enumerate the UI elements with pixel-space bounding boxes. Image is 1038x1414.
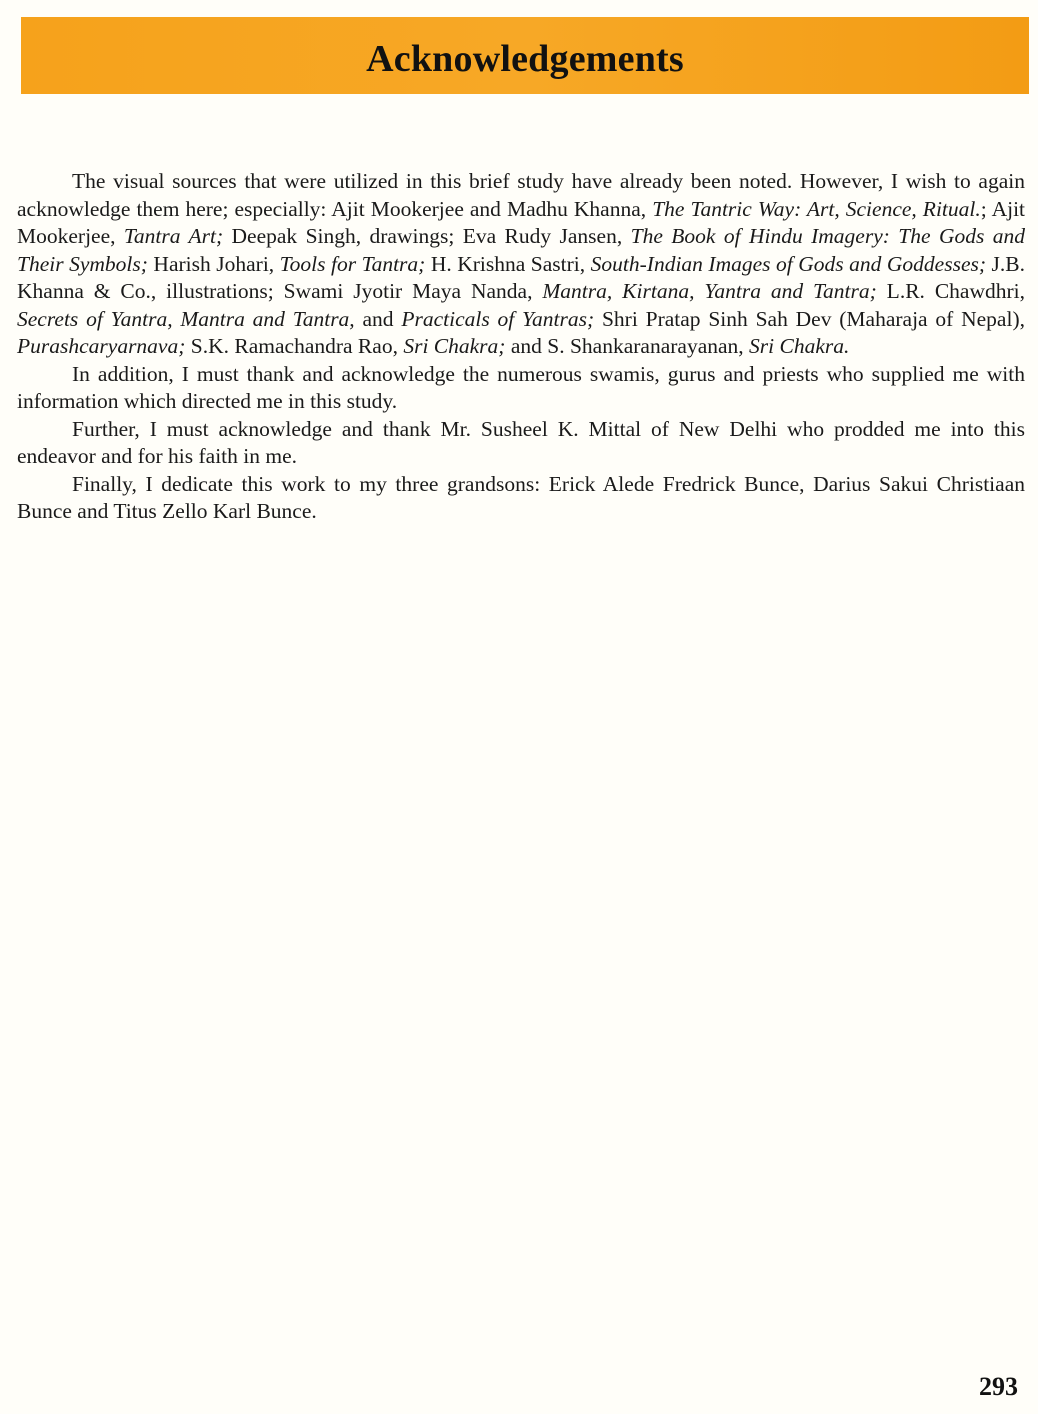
paragraph [17,416,1025,471]
text-segment: The visual sources that were utilized in this brief study have already been noted. However, I wish to again acknowledge them here; especially: Ajit Mookerjee and Madhu Khanna, [17,169,1025,221]
text-segment: Deepak Singh, drawings; Eva Rudy Jansen, [223,224,631,248]
text-segment: In addition, I must thank and acknowledge the numerous swamis, gurus and priests who supplied me with information which directed me in this study. [17,361,1025,413]
text-segment: and [354,306,402,331]
paragraph [17,361,1025,416]
text-segment: Further, I must acknowledge and thank Mr. Susheel K. Mittal of New Delhi who prodded me into this endeavor and for his faith in me. [17,416,1025,468]
italic-title-segment: Tools for Tantra; [279,251,426,276]
text-segment: Harish Johari, [147,251,280,276]
text-segment: Shri Pratap Sinh Sah Dev (Maharaja of Nepal), [594,306,1025,331]
italic-title-segment: The Tantric Way: Art, Science, Ritual. [652,196,981,221]
italic-title-segment: South-Indian Images of Gods and Goddesses; [590,251,987,276]
acknowledgements-body [17,168,1025,526]
italic-title-segment: Mantra, Kirtana, Yantra and Tantra; [542,279,877,303]
paragraph [17,168,1025,361]
italic-title-segment: Purashcaryarnava; [17,334,186,358]
text-segment: S.K. Ramachandra Rao, [185,334,404,358]
italic-title-segment: Sri Chakra. [749,334,850,358]
title-banner [21,17,1029,94]
text-segment: H. Krishna Sastri, [425,251,591,276]
page-title: Acknowledgements [366,37,684,80]
italic-title-segment: Secrets of Yantra, Mantra and Tantra, [17,306,355,331]
text-segment: ; Ajit Mookerjee, [17,196,1026,248]
text-segment: and S. Shankaranarayanan, [505,334,750,358]
italic-title-segment: Practicals of Yantras; [401,306,595,331]
text-segment: J.B. Khanna & Co., illustrations; Swami Jyotir Maya Nanda, [17,251,1025,303]
italic-title-segment: The Book of Hindu Imagery: The Gods and Their Symbols; [17,224,1025,276]
page-number: 293 [979,1372,1018,1401]
text-segment: Finally, I dedicate this work to my three grandsons: Erick Alede Fredrick Bunce, Darius Sakui Christiaan Bunce and Titus Zello Karl Bunce. [17,471,1025,523]
italic-title-segment: Sri Chakra; [403,334,506,358]
paragraph [17,471,1025,526]
text-segment: L.R. Chawdhri, [876,279,1025,303]
italic-title-segment: Tantra Art; [123,224,224,248]
